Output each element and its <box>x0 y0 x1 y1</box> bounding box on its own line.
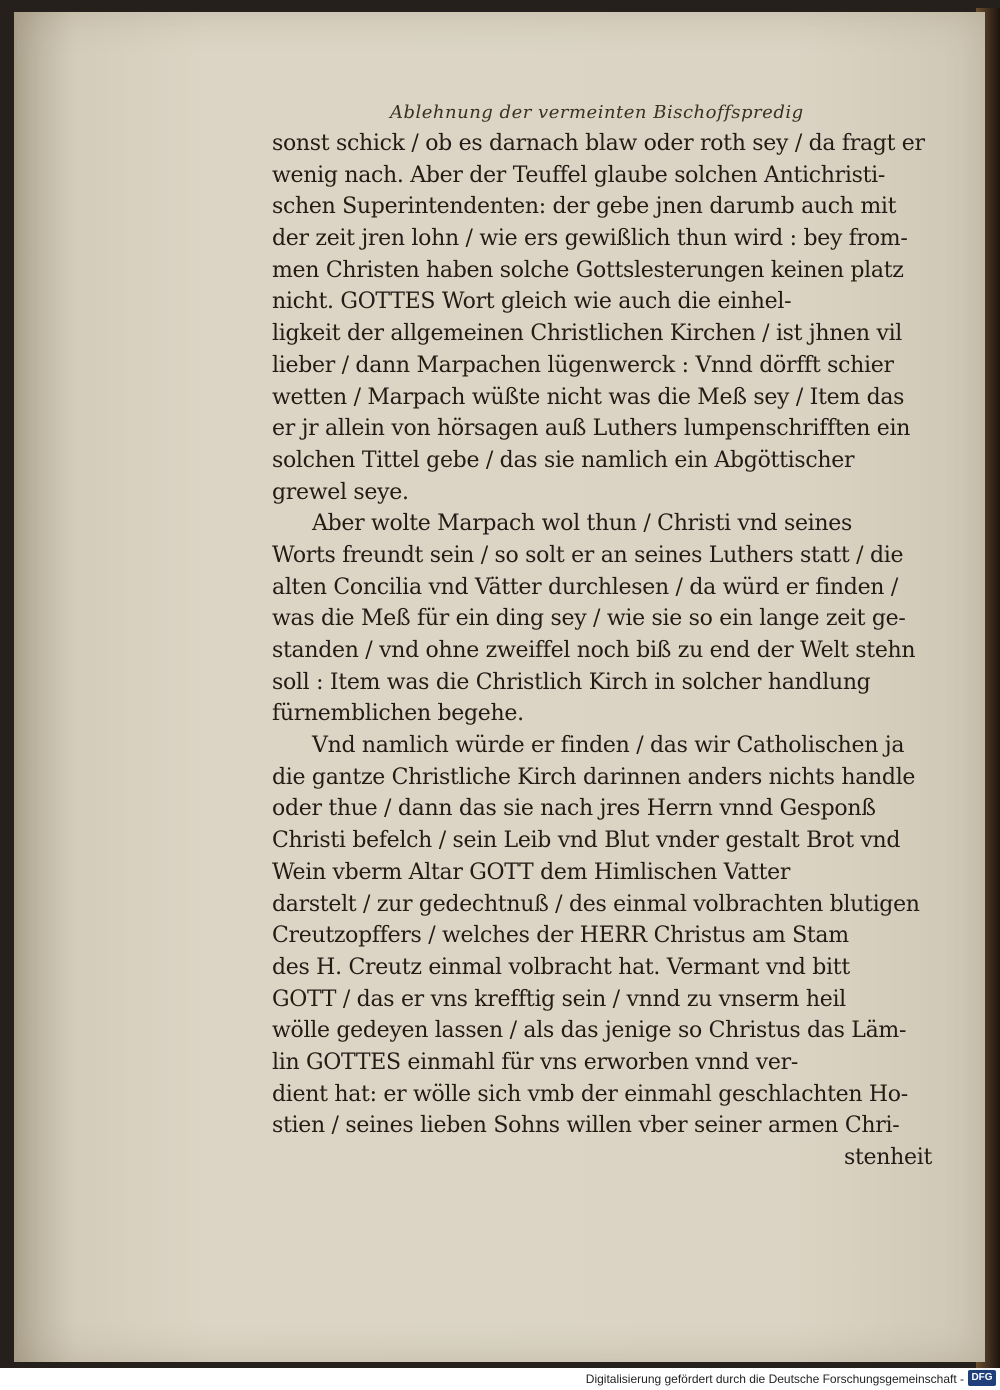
text-line: wenig nach. Aber der Teuffel glaube solchen Antichristi- <box>272 162 886 188</box>
dfg-logo: DFG <box>968 1370 996 1386</box>
text-line: alten Concilia vnd Vätter durchlesen / da würd er finden / <box>272 574 898 600</box>
text-line: GOTT / das er vns krefftig sein / vnnd zu vnserm heil <box>272 986 846 1012</box>
text-line: dient hat: er wölle sich vmb der einmahl geschlachten Ho- <box>272 1081 908 1107</box>
body-text <box>272 128 932 1174</box>
text-line: solchen Tittel gebe / das sie namlich ein Abgöttischer <box>272 447 855 473</box>
footer-credit: Digitalisierung gefördert durch die Deutsche Forschungsgemeinschaft - <box>585 1372 964 1386</box>
text-line: wetten / Marpach wüßte nicht was die Meß sey / Item das <box>272 384 905 410</box>
text-line: soll : Item was die Christlich Kirch in solcher handlung <box>272 669 871 695</box>
text-line: fürnemblichen begehe. <box>272 701 524 727</box>
text-line: men Christen haben solche Gottslesterungen keinen platz <box>272 257 904 283</box>
text-line: die gantze Christliche Kirch darinnen anders nichts handle <box>272 764 916 790</box>
text-line: Vnd namlich würde er finden / das wir Catholischen ja <box>312 733 905 759</box>
text-line: lieber / dann Marpachen lügenwerck : Vnnd dörfft schier <box>272 352 894 378</box>
text-line: Wein vberm Altar GOTT dem Himlischen Vatter <box>272 859 791 885</box>
text-line: grewel seye. <box>272 479 409 505</box>
text-line: oder thue / dann das sie nach jres Herrn vnnd Gesponß <box>272 796 876 822</box>
text-line: darstelt / zur gedechtnuß / des einmal volbrachten blutigen <box>272 891 920 917</box>
text-line: lin GOTTES einmahl für vns erworben vnnd ver- <box>272 1049 798 1075</box>
text-line: er jr allein von hörsagen auß Luthers lumpenschrifften ein <box>272 416 911 442</box>
text-line: standen / vnd ohne zweiffel noch biß zu end der Welt stehn <box>272 638 916 663</box>
text-line: des H. Creutz einmal volbracht hat. Vermant vnd bitt <box>272 954 850 980</box>
text-line: Worts freundt sein / so solt er an seines Luthers statt / die <box>272 542 904 568</box>
text-line: schen Superintendenten: der gebe jnen darumb auch mit <box>272 194 897 220</box>
text-line: sonst schick / ob es darnach blaw oder roth sey / da fragt er <box>272 131 925 156</box>
text-line: stien / seines lieben Sohns willen vber seiner armen Chri- <box>272 1113 900 1139</box>
text-line: der zeit jren lohn / wie ers gewißlich thun wird : bey from- <box>272 226 908 252</box>
text-line: wölle gedeyen lassen / als das jenige so Christus das Läm- <box>272 1018 907 1044</box>
text-line: ligkeit der allgemeinen Christlichen Kirchen / ist jhnen vil <box>272 321 903 347</box>
text-line: was die Meß für ein ding sey / wie sie so ein lange zeit ge- <box>272 606 906 632</box>
catchword: stenheit <box>844 1145 932 1170</box>
running-head: Ablehnung der vermeinten Bischoffspredig <box>390 102 804 123</box>
text-line: nicht. GOTTES Wort gleich wie auch die einhel- <box>272 289 792 315</box>
text-line: Aber wolte Marpach wol thun / Christi vnd seines <box>312 511 852 537</box>
text-line: Creutzopffers / welches der HERR Christus am Stam <box>272 923 849 949</box>
text-line: Christi befelch / sein Leib vnd Blut vnder gestalt Brot vnd <box>272 828 901 854</box>
